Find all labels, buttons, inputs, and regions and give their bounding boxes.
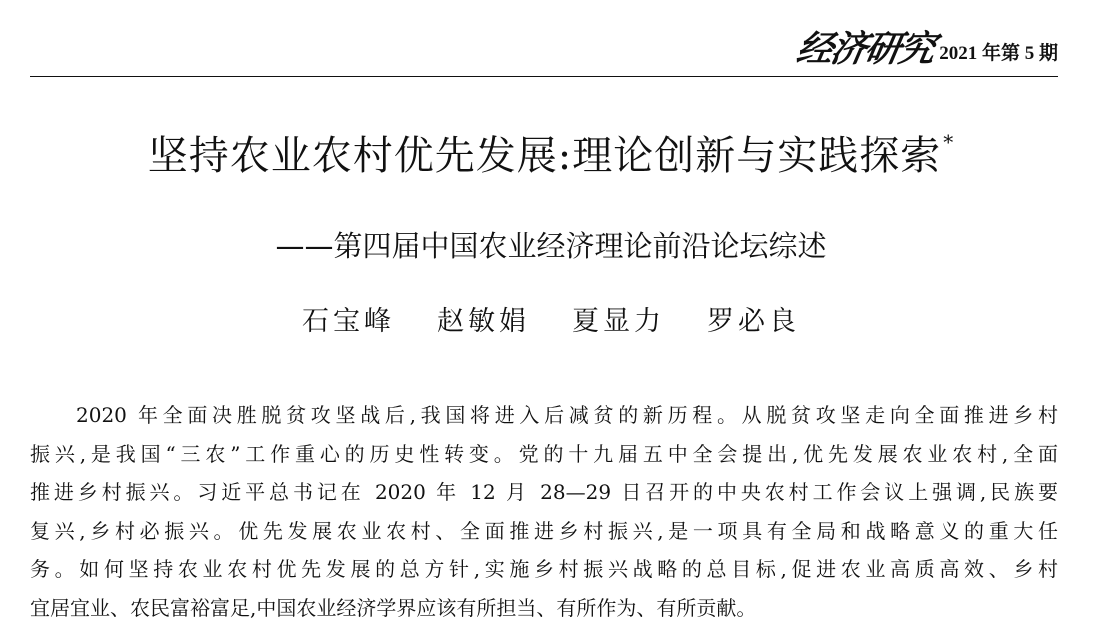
author-name: 赵敏娟 <box>437 306 530 337</box>
abstract-line: 复兴,乡村必振兴。优先发展农业农村、全面推进乡村振兴,是一项具有全局和战略意义的重大任 <box>30 518 1058 543</box>
article-title <box>0 130 1102 182</box>
abstract-line: 推进乡村振兴。习近平总书记在 2020 年 12 月 28—29 日召开的中央农村工作会议上强调,民族要 <box>30 480 1058 504</box>
abstract-line: 宜居宜业、农民富裕富足,中国农业经济学界应该有所担当、有所作为、有所贡献。 <box>30 595 757 620</box>
article-title-text: 坚持农业农村优先发展:理论创新与实践探索 <box>147 133 942 179</box>
author-name: 夏显力 <box>572 306 665 337</box>
journal-masthead <box>793 29 1058 70</box>
author-name: 罗必良 <box>707 306 800 337</box>
abstract-line: 2020 年全面决胜脱贫攻坚战后,我国将进入后减贫的新历程。从脱贫攻坚走向全面推进乡村 <box>76 403 1058 427</box>
abstract-line: 务。如何坚持农业农村优先发展的总方针,实施乡村振兴战略的总目标,促进农业高质高效、乡村 <box>30 557 1058 581</box>
issue-label: 2021 年第 5 期 <box>939 43 1058 64</box>
journal-logo: 经济研究 <box>793 29 937 70</box>
author-name: 石宝峰 <box>302 306 395 337</box>
abstract-line: 振兴,是我国“三农”工作重心的历史性转变。党的十九届五中全会提出,优先发展农业农村,全面 <box>30 441 1058 466</box>
title-footnote-mark: * <box>943 130 955 154</box>
article-subtitle: ——第四届中国农业经济理论前沿论坛综述 <box>275 229 827 263</box>
page-header <box>30 30 1058 77</box>
author-list <box>0 302 1102 342</box>
abstract-paragraph <box>30 396 1058 627</box>
